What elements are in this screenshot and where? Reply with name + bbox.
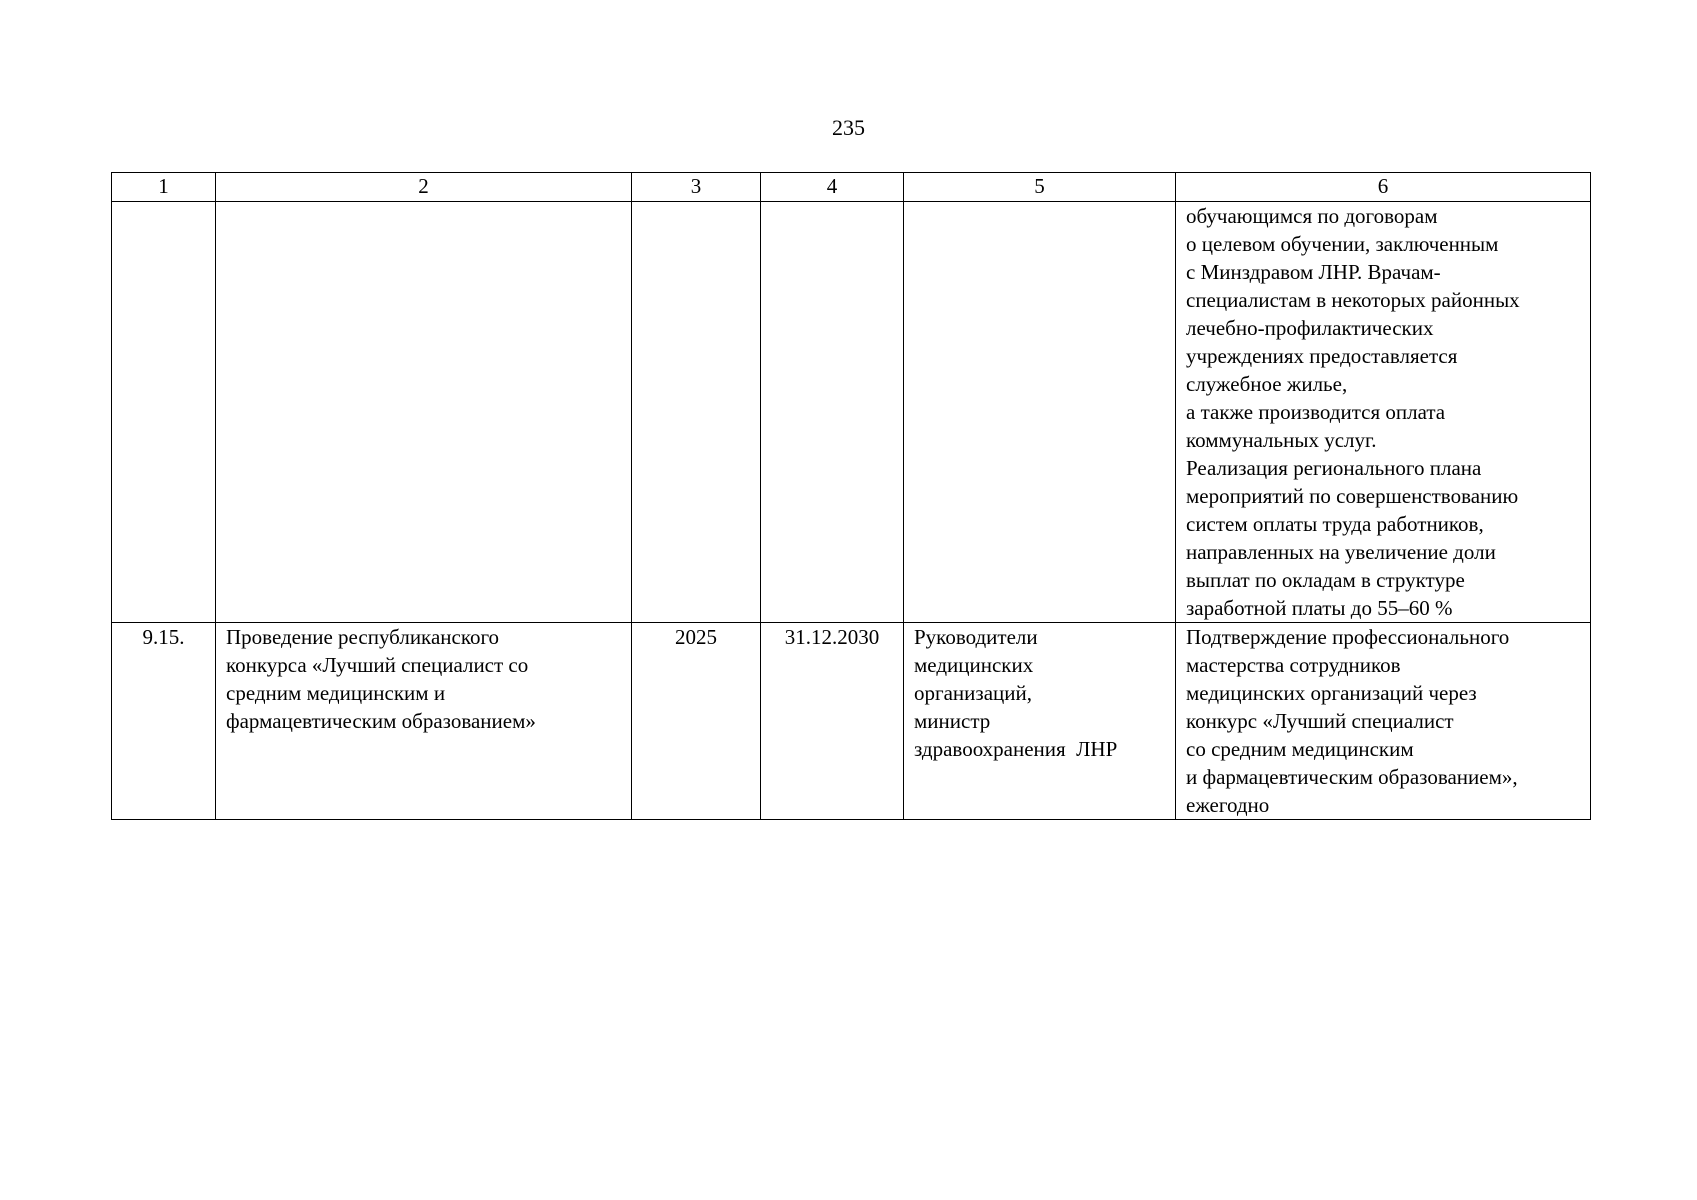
result-line: ежегодно	[1186, 793, 1270, 817]
result-line: и фармацевтическим образованием»,	[1186, 765, 1518, 789]
responsible-line: здравоохранения ЛНР	[914, 737, 1118, 761]
result-line: а также производится оплата	[1186, 400, 1446, 424]
result-line: мастерства сотрудников	[1186, 653, 1401, 677]
responsible-line: медицинских	[914, 653, 1034, 677]
name-line: фармацевтическим образованием»	[226, 709, 536, 733]
page-number: 235	[832, 115, 865, 140]
cell-name	[216, 623, 632, 820]
result-line: медицинских организаций через	[1186, 681, 1477, 705]
result-line: мероприятий по совершенствованию	[1186, 484, 1519, 508]
result-line: Реализация регионального плана	[1186, 456, 1482, 480]
result-line: направленных на увеличение доли	[1186, 540, 1496, 564]
cell-number	[112, 202, 216, 623]
cell-responsible	[904, 623, 1176, 820]
result-line: лечебно-профилактических	[1186, 316, 1434, 340]
result-line: специалистам в некоторых районных	[1186, 288, 1520, 312]
header-col-6: 6	[1176, 173, 1591, 202]
table-row-9-15	[112, 623, 1591, 820]
name-line: Проведение республиканского	[226, 625, 500, 649]
header-col-4: 4	[761, 173, 904, 202]
result-line: систем оплаты труда работников,	[1186, 512, 1484, 536]
header-row	[112, 173, 1591, 202]
header-col-5: 5	[904, 173, 1176, 202]
cell-end-date	[761, 202, 904, 623]
result-line: обучающимся по договорам	[1186, 204, 1438, 228]
header-col-1: 1	[112, 173, 216, 202]
cell-responsible	[904, 202, 1176, 623]
result-line: конкурс «Лучший специалист	[1186, 709, 1454, 733]
cell-name	[216, 202, 632, 623]
cell-number: 9.15.	[112, 623, 216, 820]
responsible-line: организаций,	[914, 681, 1032, 705]
table-row-continuation	[112, 202, 1591, 623]
result-line: с Минздравом ЛНР. Врачам-	[1186, 260, 1441, 284]
cell-result	[1176, 623, 1591, 820]
responsible-line: Руководители	[914, 625, 1038, 649]
cell-start-year: 2025	[632, 623, 761, 820]
result-line: выплат по окладам в структуре	[1186, 568, 1465, 592]
header-col-2: 2	[216, 173, 632, 202]
name-line: конкурса «Лучший специалист со	[226, 653, 529, 677]
cell-result	[1176, 202, 1591, 623]
responsible-line: министр	[914, 709, 991, 733]
plan-table	[111, 172, 1591, 820]
result-line: служебное жилье,	[1186, 372, 1348, 396]
cell-end-date: 31.12.2030	[761, 623, 904, 820]
result-line: со средним медицинским	[1186, 737, 1414, 761]
result-line: заработной платы до 55–60 %	[1186, 596, 1453, 620]
header-col-3: 3	[632, 173, 761, 202]
name-line: средним медицинским и	[226, 681, 446, 705]
result-line: коммунальных услуг.	[1186, 428, 1377, 452]
result-line: учреждениях предоставляется	[1186, 344, 1458, 368]
result-line: Подтверждение профессионального	[1186, 625, 1510, 649]
result-line: о целевом обучении, заключенным	[1186, 232, 1499, 256]
cell-start-year	[632, 202, 761, 623]
